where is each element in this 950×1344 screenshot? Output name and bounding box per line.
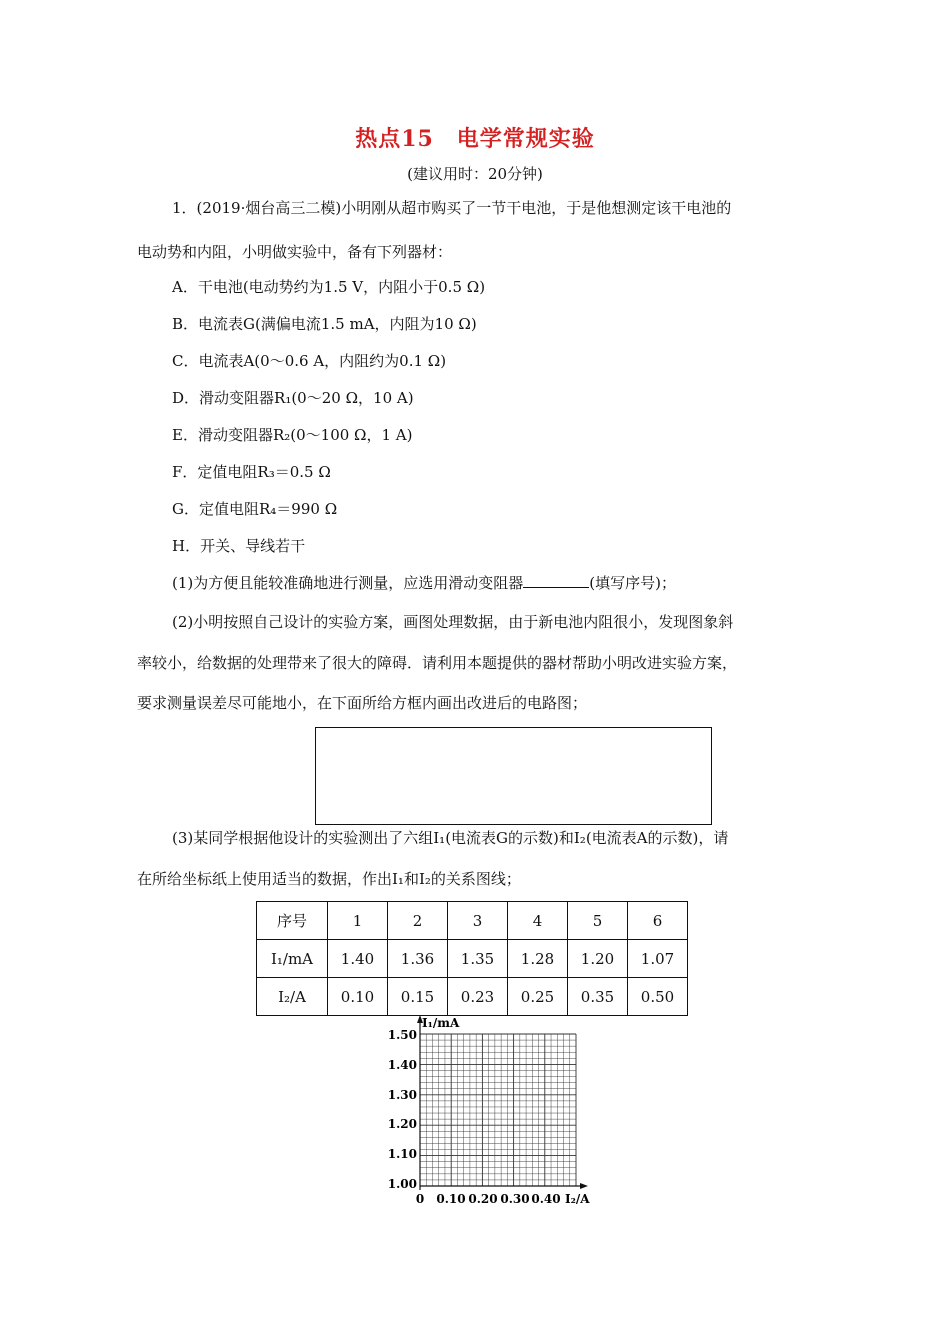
question-intro-line2: 电动势和内阻，小明做实验中，备有下列器材： — [137, 243, 453, 261]
suggested-time: (建议用时：20分钟) — [407, 165, 543, 183]
part2-line2: 率较小，给数据的处理带来了很大的障碍．请利用本题提供的器材帮助小明改进实验方案， — [137, 654, 738, 672]
part1-text: (1)为方便且能较准确地进行测量，应选用滑动变阻器 — [172, 574, 524, 592]
table-cell: 5 — [568, 902, 628, 940]
option-g: G．定值电阻R₄＝990 Ω — [172, 500, 338, 518]
y-tick-label: 1.50 — [387, 1028, 417, 1042]
answer-blank[interactable] — [523, 573, 589, 588]
part3-line2: 在所给坐标纸上使用适当的数据，作出I₁和I₂的关系图线； — [137, 870, 521, 888]
table-row-label: I₂/A — [257, 978, 328, 1016]
graph-grid — [420, 1034, 576, 1186]
table-cell: 1.36 — [388, 940, 448, 978]
table-cell: 0.10 — [328, 978, 388, 1016]
page-title: 热点15 电学常规实验 — [355, 126, 595, 152]
data-table — [256, 901, 688, 1016]
table-row-i2 — [257, 978, 688, 1016]
x-tick-label: 0.40 — [531, 1192, 561, 1206]
y-tick-label: 1.10 — [387, 1147, 417, 1161]
part1-text-end: (填写序号)； — [589, 574, 676, 592]
y-tick-label: 1.30 — [387, 1088, 417, 1102]
option-a: A．干电池(电动势约为1.5 V，内阻小于0.5 Ω) — [172, 278, 486, 296]
table-row-i1 — [257, 940, 688, 978]
option-d: D．滑动变阻器R₁(0～20 Ω，10 A) — [172, 389, 414, 407]
x-axis-arrow-icon — [580, 1183, 588, 1189]
table-cell: 0.35 — [568, 978, 628, 1016]
table-cell: 0.15 — [388, 978, 448, 1016]
table-cell: 1.35 — [448, 940, 508, 978]
y-axis-label: I₁/mA — [422, 1016, 460, 1030]
option-b: B．电流表G(满偏电流1.5 mA，内阻为10 Ω) — [172, 315, 477, 333]
table-cell: 4 — [508, 902, 568, 940]
part3-line1: (3)某同学根据他设计的实验测出了六组I₁(电流表G的示数)和I₂(电流表A的示数)，请 — [172, 829, 729, 847]
y-tick-label: 1.20 — [387, 1117, 417, 1131]
table-cell: 1.20 — [568, 940, 628, 978]
table-cell: 1.40 — [328, 940, 388, 978]
table-cell: 1 — [328, 902, 388, 940]
table-cell: 2 — [388, 902, 448, 940]
table-header-label: 序号 — [257, 902, 328, 940]
x-tick-label: 0.10 — [436, 1192, 466, 1206]
x-tick-label: 0.30 — [500, 1192, 530, 1206]
x-axis-label: I₂/A — [565, 1192, 590, 1206]
table-row-label: I₁/mA — [257, 940, 328, 978]
table-cell: 0.25 — [508, 978, 568, 1016]
part2-line1: (2)小明按照自己设计的实验方案，画图处理数据，由于新电池内阻很小，发现图象斜 — [172, 613, 734, 631]
option-e: E．滑动变阻器R₂(0～100 Ω，1 A) — [172, 426, 413, 444]
table-cell: 3 — [448, 902, 508, 940]
table-cell: 1.28 — [508, 940, 568, 978]
option-c: C．电流表A(0～0.6 A，内阻约为0.1 Ω) — [172, 352, 447, 370]
x-tick-label: 0.20 — [468, 1192, 498, 1206]
option-h: H．开关、导线若干 — [172, 537, 306, 555]
circuit-drawing-box[interactable] — [315, 727, 712, 825]
option-f: F．定值电阻R₃＝0.5 Ω — [172, 463, 331, 481]
table-row-index — [257, 902, 688, 940]
part2-line3: 要求测量误差尽可能地小，在下面所给方框内画出改进后的电路图； — [137, 694, 588, 712]
part1-question — [172, 572, 862, 594]
y-tick-label: 1.40 — [387, 1058, 417, 1072]
x-tick-label: 0 — [415, 1192, 425, 1206]
table-cell: 0.50 — [628, 978, 688, 1016]
table-cell: 0.23 — [448, 978, 508, 1016]
table-cell: 6 — [628, 902, 688, 940]
question-intro-line1: 1．(2019·烟台高三二模)小明刚从超市购买了一节干电池，于是他想测定该干电池的 — [172, 199, 732, 217]
y-tick-label: 1.00 — [387, 1177, 417, 1191]
table-cell: 1.07 — [628, 940, 688, 978]
graph-paper[interactable] — [385, 1012, 605, 1212]
